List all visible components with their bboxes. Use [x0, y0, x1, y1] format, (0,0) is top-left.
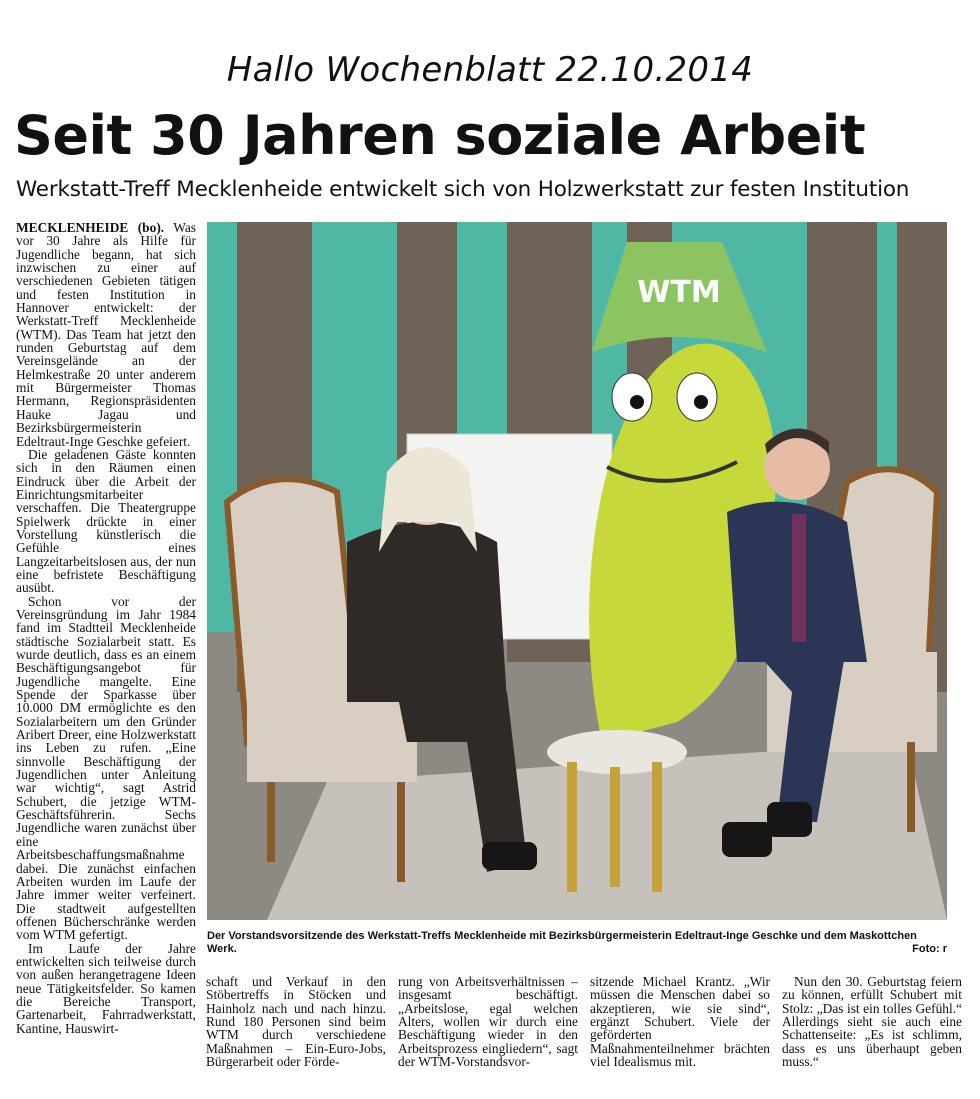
- article-headline: Seit 30 Jahren soziale Arbeit: [14, 104, 866, 167]
- article-paragraph: Im Laufe der Jahre entwickelten sich teilweise durch von außen herangetragene Ideen neue Tätigkeitsfelder. So kamen die Bereiche Transport, Gartenarbeit, Fahrradwerkstatt, Kantine, Hauswirt-: [16, 940, 196, 1036]
- article-column-2: [206, 975, 386, 1068]
- article-paragraph: Nun den 30. Geburtstag feiern zu können, erfüllt Schubert mit Stolz: „Das ist ein tolles Gefühl.“ Allerdings sieht sie auch eine Schattenseite: „Es ist schlimm, dass es uns überhaupt geben muss.“: [782, 974, 962, 1070]
- mascot-cap-text: WTM: [637, 275, 721, 310]
- article-paragraph: schaft und Verkauf in den Stöbertreffs in Stöcken und Hainholz nach und nach hinzu. Rund 180 Personen sind beim WTM durch verschiedene Maßnahmen – Ein-Euro-Jobs, Bürgerarbeit oder Förde-: [206, 974, 386, 1070]
- publication-source-line: Hallo Wochenblatt 22.10.2014: [226, 50, 754, 90]
- paragraph-text: Was vor 30 Jahre als Hilfe für Jugendliche begann, hat sich inzwischen zu einer auf verschiedenen Gebieten tätigen und festen Institution in Hannover entwickelt: der Werkstatt-Treff Mecklenheide (WTM). Das Team hat jetzt den runden Geburtstag auf dem Vereinsgelände an der Helmkestraße 20 unter anderem mit Bürgermeister Thomas Hermann, Regionspräsidenten Hauke Jagau und Bezirksbürgermeisterin Edeltraut-Inge Geschke gefeiert.: [16, 220, 196, 449]
- article-paragraph: sitzende Michael Krantz. „Wir müssen die Menschen dabei so akzeptieren, wie sie sind“, ergänzt Schubert. Viele der geförderten Maßnahmenteilnehmer brächten viel Idealismus mit.: [590, 974, 770, 1070]
- article-paragraph: [16, 221, 196, 448]
- photo-caption: [207, 930, 947, 956]
- article-paragraph: Schon vor der Vereinsgründung im Jahr 1984 fand im Stadtteil Mecklenheide städtische Sozialarbeit statt. Es wurde deutlich, dass es an einem Beschäftigungsangebot für Jugendliche mangelte. Eine Spende der Sparkasse über 10.000 DM ermöglichte es den Sozialarbeitern um den Gründer Aribert Dreer, eine Holzwerkstatt ins Leben zu rufen. „Eine sinnvolle Beschäftigung der Jugendlichen unter Anleitung war wichtig“, sagt Astrid Schubert, die jetzige WTM-Geschäftsführerin. Sechs Jugendliche waren zunächst über eine Arbeitsbeschaffungsmaßnahme dabei. Die zunächst einfachen Arbeiten wurden im Laufe der Jahre immer weiter verfeinert. Die stadtweit aufgestellten offenen Bücherschränke werden vom WTM gefertigt.: [16, 593, 196, 943]
- article-column-1: [16, 221, 196, 1035]
- article-column-4: [590, 975, 770, 1068]
- dateline: MECKLENHEIDE (bo).: [16, 220, 165, 235]
- article-photo: [207, 222, 947, 920]
- article-subheadline: Werkstatt-Treff Mecklenheide entwickelt sich von Holzwerkstatt zur festen Institution: [16, 177, 910, 202]
- article-paragraph: rung von Arbeitsverhältnissen – insgesamt beschäftigt. „Arbeitslose, egal welchen Alters, wollen wir durch eine Beschäftigung wieder in den Arbeitsprozess eingliedern“, sagt der WTM-Vorstandsvor-: [398, 974, 578, 1070]
- caption-text: Der Vorstandsvorsitzende des Werkstatt-Treffs Mecklenheide mit Bezirksbürgermeisterin Edeltraut-Inge Geschke und dem Maskottchen Werk.: [207, 930, 917, 955]
- article-column-5: [782, 975, 962, 1068]
- article-paragraph: Die geladenen Gäste konnten sich in den Räumen einen Eindruck über die Arbeit der Einrichtungsmitarbeiter verschaffen. Die Theatergruppe Spielwerk drückte in einer Vorstellung künstlerisch die Gefühle eines Langzeitarbeitslosen aus, der nun eine befristete Beschäftigung ausübt.: [16, 446, 196, 596]
- photo-credit: Foto: r: [912, 943, 947, 955]
- article-column-3: [398, 975, 578, 1068]
